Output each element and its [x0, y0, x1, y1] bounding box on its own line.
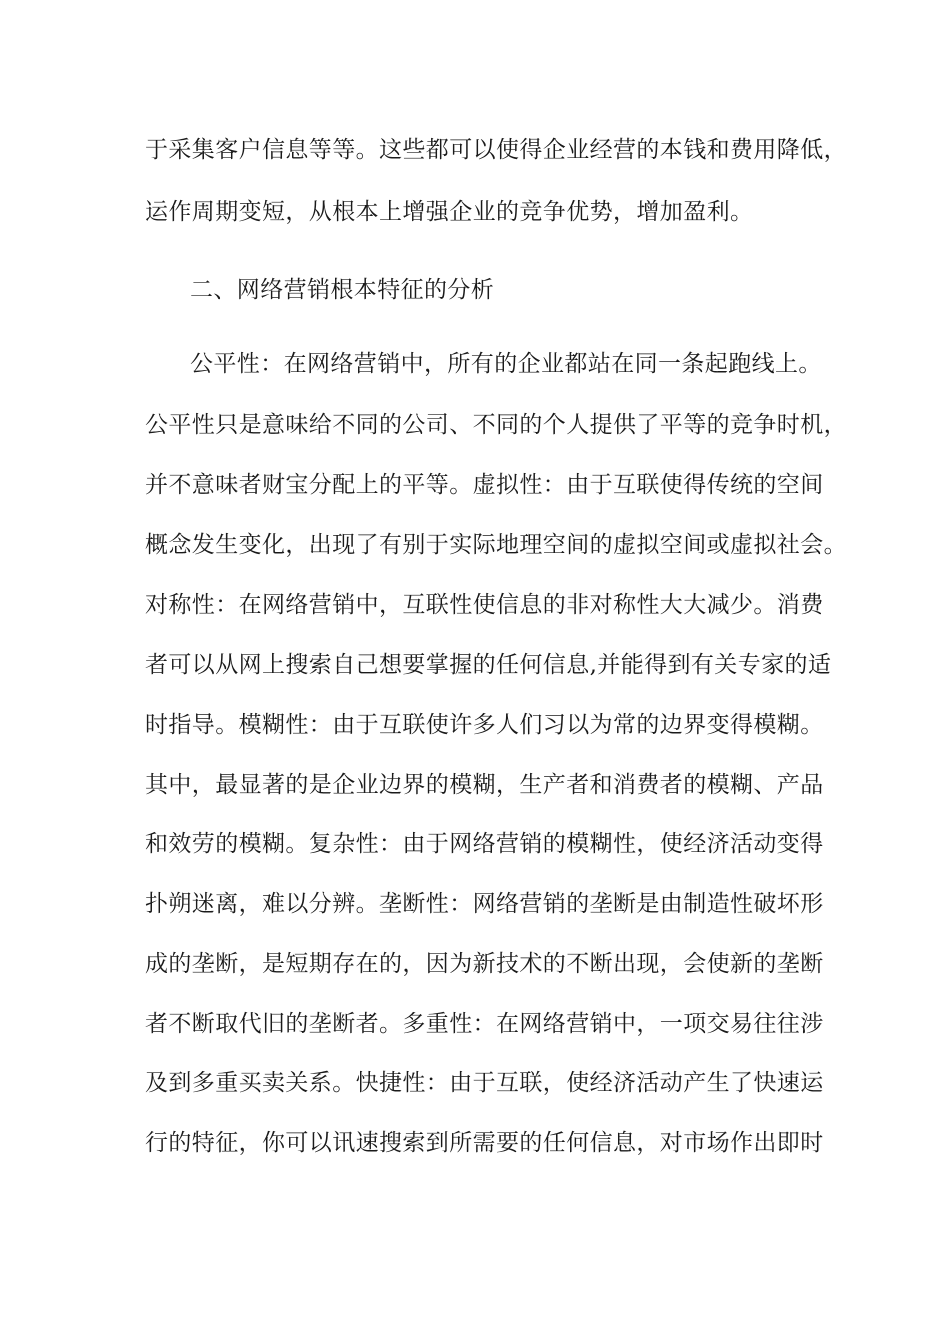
paragraph-line: 其中，最显著的是企业边界的模糊，生产者和消费者的模糊、产品	[145, 772, 824, 798]
paragraph-line: 时指导。模糊性：由于互联使许多人们习以为常的边界变得模糊。	[145, 712, 824, 738]
paragraph-line: 运作周期变短，从根本上增强企业的竞争优势，增加盈利。	[145, 199, 754, 225]
paragraph-line: 概念发生变化，出现了有别于实际地理空间的虚拟空间或虚拟社会。	[145, 532, 847, 558]
paragraph-line: 并不意味者财宝分配上的平等。虚拟性：由于互联使得传统的空间	[145, 472, 824, 498]
paragraph-line: 于采集客户信息等等。这些都可以使得企业经营的本钱和费用降低，	[145, 137, 847, 163]
paragraph-line: 扑朔迷离，难以分辨。垄断性：网络营销的垄断是由制造性破坏形	[145, 891, 824, 917]
paragraph-line: 行的特征，你可以讯速搜索到所需要的任何信息，对市场作出即时	[145, 1130, 824, 1156]
paragraph-line: 者可以从网上搜索自己想要掌握的任何信息,并能得到有关专家的适	[145, 652, 832, 678]
paragraph-line: 及到多重买卖关系。快捷性：由于互联，使经济活动产生了快速运	[145, 1070, 824, 1096]
section-heading: 二、网络营销根本特征的分析	[190, 277, 495, 303]
paragraph-line: 公平性只是意味给不同的公司、不同的个人提供了平等的竞争时机，	[145, 412, 847, 438]
paragraph-line: 公平性：在网络营销中，所有的企业都站在同一条起跑线上。	[190, 351, 822, 377]
paragraph-line: 对称性：在网络营销中，互联性使信息的非对称性大大减少。消费	[145, 592, 824, 618]
paragraph-line: 成的垄断，是短期存在的，因为新技术的不断出现，会使新的垄断	[145, 951, 824, 977]
paragraph-line: 和效劳的模糊。复杂性：由于网络营销的模糊性，使经济活动变得	[145, 831, 824, 857]
paragraph-line: 者不断取代旧的垄断者。多重性：在网络营销中，一项交易往往涉	[145, 1011, 824, 1037]
